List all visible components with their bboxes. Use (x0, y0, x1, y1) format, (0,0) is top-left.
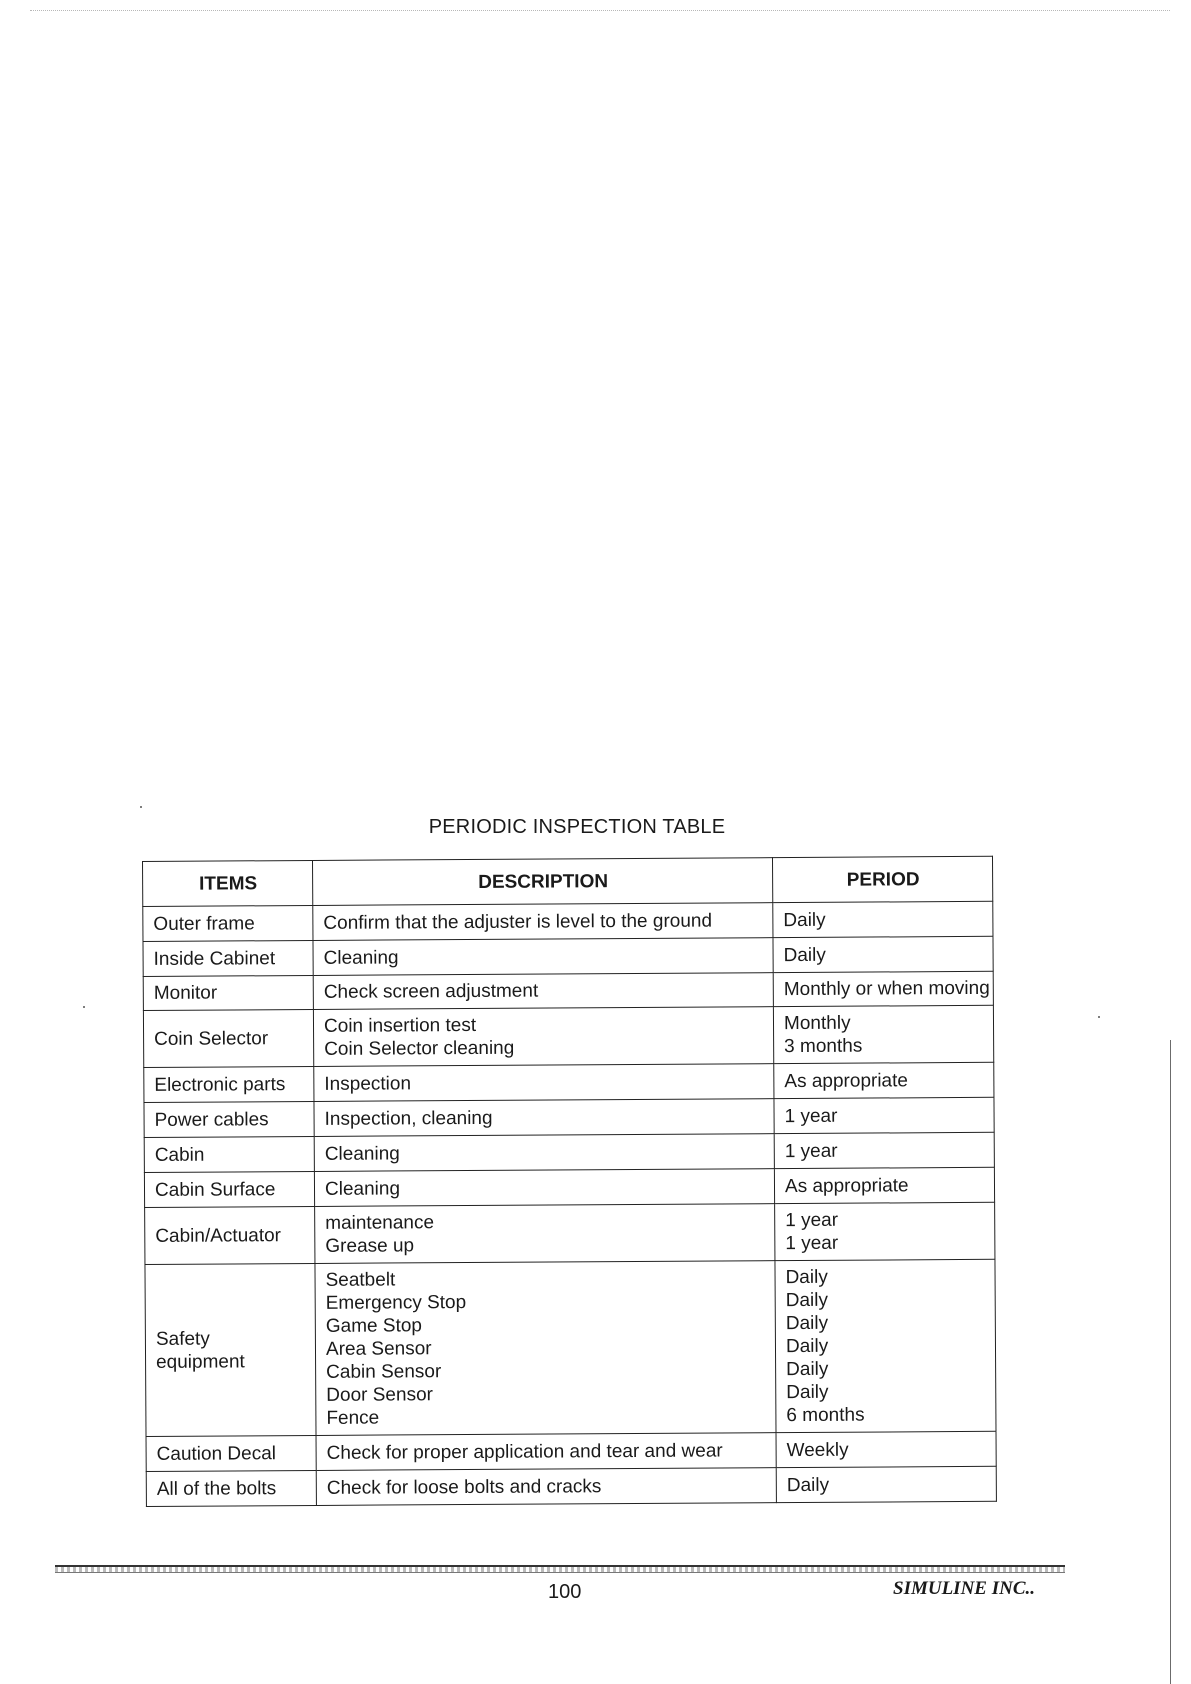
period-cell (773, 1005, 993, 1063)
item-text: Monitor (153, 982, 218, 1004)
period-text: Daily (786, 1381, 829, 1404)
header-description: DESCRIPTION (312, 858, 772, 906)
period-cell (773, 936, 993, 972)
description-cell (314, 1134, 774, 1172)
periodic-inspection-table (142, 856, 997, 1507)
item-text: All of the bolts (156, 1477, 277, 1500)
item-cell (143, 1009, 313, 1067)
item-text: Caution Decal (156, 1442, 277, 1465)
scan-speck (83, 1006, 85, 1008)
item-cell (146, 1470, 316, 1506)
header-period: PERIOD (772, 856, 992, 902)
period-cell (776, 1466, 996, 1502)
period-cell (773, 971, 993, 1006)
item-cell (144, 1101, 314, 1137)
description-text: Grease up (325, 1235, 415, 1257)
description-text: Inspection, cleaning (324, 1107, 493, 1130)
table-header-row (143, 856, 993, 906)
period-text: As appropriate (784, 1069, 908, 1092)
item-cell (144, 1171, 314, 1207)
item-text: Safety (155, 1328, 210, 1350)
table-row (143, 901, 993, 941)
description-text: Check for loose bolts and cracks (326, 1475, 602, 1499)
table-row (144, 1097, 994, 1137)
description-text: Fence (326, 1407, 380, 1429)
description-cell (313, 973, 773, 1010)
description-cell (316, 1433, 776, 1471)
description-text: Coin Selector cleaning (324, 1037, 515, 1060)
description-cell (313, 1007, 773, 1067)
scan-speck (1098, 1016, 1100, 1018)
period-cell (774, 1132, 994, 1168)
footer-rule (55, 1565, 1065, 1573)
table-row (144, 1167, 994, 1207)
period-text: 1 year (785, 1232, 839, 1255)
period-text: Monthly or when moving (783, 977, 990, 1001)
period-text: 1 year (784, 1105, 838, 1127)
description-text: Cabin Sensor (326, 1361, 442, 1383)
table-title: PERIODIC INSPECTION TABLE (428, 816, 726, 838)
item-text: Electronic parts (154, 1073, 286, 1096)
item-cell (143, 975, 313, 1010)
table-row (143, 936, 993, 976)
description-cell (313, 903, 773, 941)
period-cell (775, 1259, 996, 1432)
description-text: Seatbelt (325, 1269, 396, 1291)
period-text: Daily (785, 1266, 828, 1289)
period-cell (774, 1097, 994, 1133)
period-text: Daily (785, 1289, 828, 1312)
period-text: Daily (785, 1335, 829, 1358)
scan-edge-line (30, 10, 1170, 11)
table-row (146, 1431, 996, 1471)
table-row (143, 971, 993, 1010)
item-text: equipment (155, 1350, 245, 1373)
item-text: Cabin Surface (154, 1178, 276, 1201)
item-cell (143, 905, 313, 941)
description-text: Game Stop (325, 1315, 423, 1337)
item-cell (143, 940, 313, 976)
description-cell (313, 938, 773, 976)
table-row (144, 1062, 994, 1102)
description-cell (315, 1261, 776, 1436)
description-cell (314, 1064, 774, 1102)
period-text: Daily (786, 1358, 829, 1381)
table-row (145, 1202, 995, 1264)
period-text: 1 year (784, 1140, 838, 1162)
description-text: Check for proper application and tear and wear (326, 1439, 723, 1464)
description-text: Door Sensor (326, 1384, 434, 1406)
item-text: Inside Cabinet (153, 947, 276, 970)
period-cell (776, 1431, 996, 1467)
table-row (146, 1466, 996, 1506)
item-text: Power cables (154, 1108, 269, 1131)
description-text: Cleaning (324, 1177, 401, 1200)
period-text: 6 months (786, 1404, 865, 1427)
description-cell (314, 1169, 774, 1207)
description-cell (315, 1204, 775, 1264)
period-cell (774, 1167, 994, 1203)
header-items: ITEMS (143, 860, 313, 906)
description-text: Emergency Stop (325, 1292, 467, 1314)
period-cell (773, 901, 993, 937)
description-text: Inspection (324, 1072, 412, 1095)
period-cell (775, 1202, 995, 1260)
description-text: maintenance (325, 1212, 435, 1234)
table-row (143, 1005, 993, 1067)
item-text: Outer frame (153, 912, 255, 935)
period-text: 1 year (785, 1209, 839, 1232)
description-text: Check screen adjustment (323, 980, 539, 1003)
company-name: SIMULINE INC.. (893, 1578, 1036, 1599)
item-text: Cabin (154, 1144, 205, 1166)
period-text: Monthly (783, 1012, 851, 1035)
scan-speck (140, 806, 142, 808)
item-text: Coin Selector (154, 1027, 269, 1050)
period-text: Daily (783, 909, 826, 931)
table-row (145, 1259, 996, 1436)
description-cell (314, 1099, 774, 1137)
description-text: Cleaning (324, 1142, 400, 1165)
period-text: 3 months (784, 1035, 863, 1058)
item-cell (146, 1435, 316, 1471)
scan-edge-rule (1170, 1040, 1171, 1684)
period-text: Daily (785, 1312, 829, 1335)
item-cell (144, 1136, 314, 1172)
period-cell (774, 1062, 994, 1098)
item-text: Cabin/Actuator (155, 1224, 282, 1247)
description-text: Area Sensor (325, 1338, 432, 1360)
description-text: Confirm that the adjuster is level to the ground (323, 910, 713, 934)
table-row (144, 1132, 994, 1172)
description-cell (316, 1468, 776, 1506)
period-text: As appropriate (784, 1174, 909, 1197)
item-cell (145, 1263, 316, 1436)
page-number: 100 (548, 1581, 582, 1603)
period-text: Daily (786, 1474, 830, 1496)
description-text: Coin insertion test (323, 1014, 477, 1037)
description-text: Cleaning (323, 946, 399, 969)
period-text: Daily (783, 944, 826, 966)
item-cell (145, 1206, 315, 1264)
item-cell (144, 1066, 314, 1102)
period-text: Weekly (786, 1439, 849, 1461)
